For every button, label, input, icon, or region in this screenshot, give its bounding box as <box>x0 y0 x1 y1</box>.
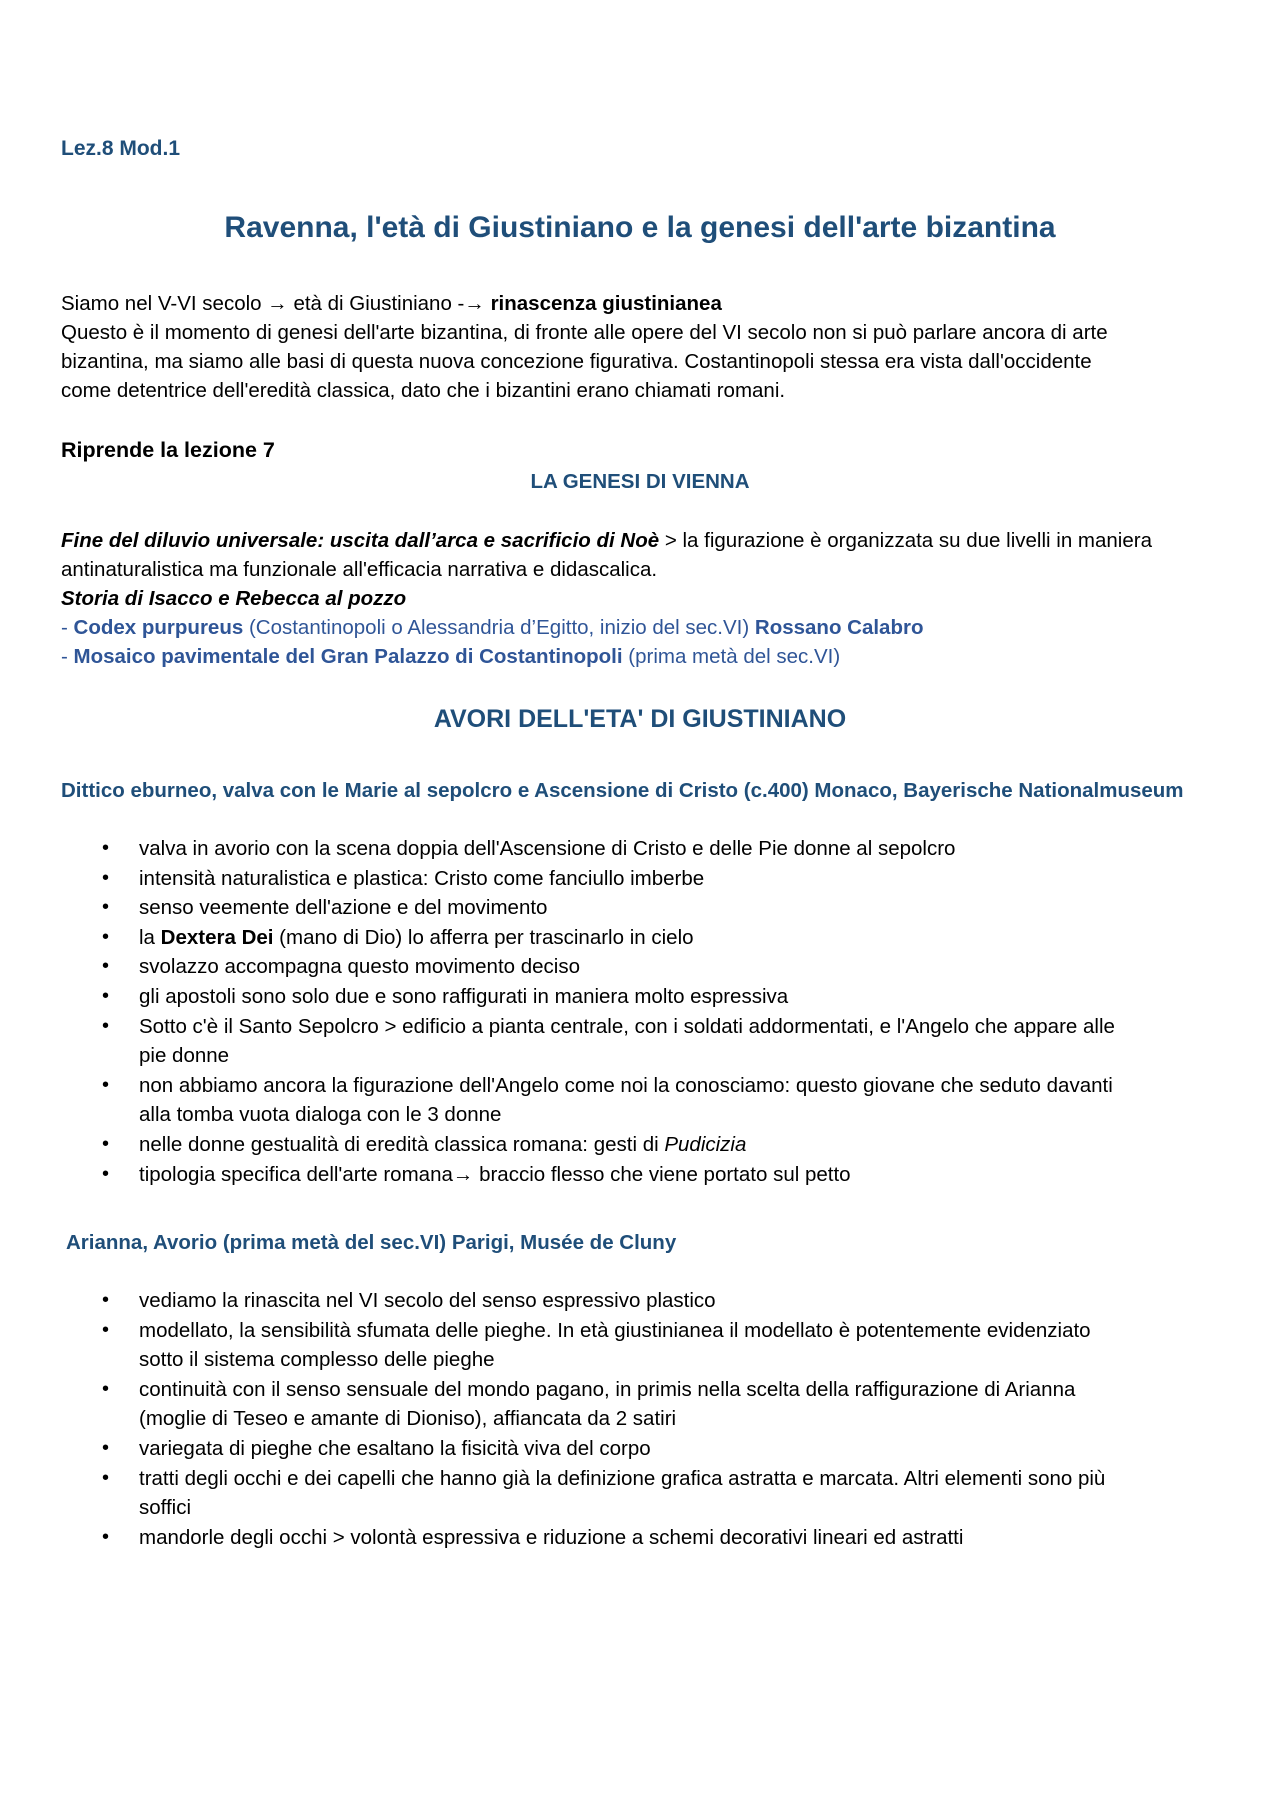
recap-heading: Riprende la lezione 7 <box>61 438 275 462</box>
codex-line <box>61 613 924 642</box>
list-item-text: nelle donne gestualità di eredità classica romana: gesti di <box>139 1132 665 1156</box>
genesis-text: > la figurazione è organizzata su due livelli in maniera <box>659 529 1152 552</box>
genesis-subheading: LA GENESI DI VIENNA <box>530 470 750 493</box>
codex-location: Rossano Calabro <box>754 616 924 639</box>
list-item <box>61 893 1221 923</box>
list-item <box>61 1523 1221 1553</box>
ariadne-title: Arianna, Avorio (prima metà del sec.VI) Parigi, Musée de Cluny <box>66 1231 677 1254</box>
list-item-text: mandorle degli occhi > volontà espressiva e riduzione a schemi decorativi lineari ed astratti <box>139 1525 964 1549</box>
intro-line-2: Questo è il momento di genesi dell'arte bizantina, di fronte alle opere del VI secolo non si può parlare ancora di arte <box>61 321 1108 344</box>
list-item-text: variegata di pieghe che esaltano la fisicità viva del corpo <box>139 1436 651 1460</box>
list-item-text: alla tomba vuota dialoga con le 3 donne <box>139 1103 502 1127</box>
bullet-icon: • <box>102 1466 110 1489</box>
list-item-text: valva in avorio con la scena doppia dell'Ascensione di Cristo e delle Pie donne al sepolcro <box>139 837 956 860</box>
codex-name: Codex purpureus <box>73 616 244 639</box>
list-item-text: senso veemente dell'azione e del movimento <box>139 896 548 920</box>
arrow-icon: → <box>452 1162 474 1186</box>
list-item-text: svolazzo accompagna questo movimento deciso <box>139 955 580 979</box>
list-item-text: tratti degli occhi e dei capelli che hanno già la definizione grafica astratta e marcata. Altri elementi sono più <box>139 1466 1106 1490</box>
bullet-icon: • <box>102 837 110 859</box>
list-item-text: gli apostoli sono solo due e sono raffigurati in maniera molto espressiva <box>139 984 789 1008</box>
list-item-text: vediamo la rinascita nel VI secolo del senso espressivo plastico <box>139 1289 716 1312</box>
diptych-title: Dittico eburneo, valva con le Marie al sepolcro e Ascensione di Cristo (c.400) Monaco, Bayerische Nationalmuseum <box>61 779 1184 802</box>
ivories-heading: AVORI DELL'ETA' DI GIUSTINIANO <box>433 705 847 733</box>
list-item <box>61 834 1221 864</box>
list-item-text: Sotto c'è il Santo Sepolcro > edificio a pianta centrale, con i soldati addormentati, e l'Angelo che appare alle <box>139 1014 1115 1038</box>
codex-details: (Costantinopoli o Alessandria d’Egitto, inizio del sec.VI) <box>243 616 755 639</box>
mosaic-line <box>61 642 840 671</box>
mosaic-details: (prima metà del sec.VI) <box>622 645 841 668</box>
bullet-icon: • <box>102 955 110 978</box>
list-item <box>61 1012 1221 1071</box>
list-item-text: la <box>139 925 161 949</box>
list-item-text: (mano di Dio) lo afferra per trascinarlo in cielo <box>273 925 694 949</box>
list-item <box>61 1464 1221 1523</box>
list-item-text: pie donne <box>139 1044 230 1068</box>
intro-line-4: come detentrice dell'eredità classica, dato che i bizantini erano chiamati romani. <box>61 379 786 402</box>
list-item-text: non abbiamo ancora la figurazione dell'Angelo come noi la conosciamo: questo giovane che seduto davanti <box>139 1073 1113 1097</box>
bullet-icon: • <box>102 896 110 919</box>
list-item-text: intensità naturalistica e plastica: Cristo come fanciullo imberbe <box>139 866 705 890</box>
list-item-text: tipologia specifica dell'arte romana <box>139 1162 453 1186</box>
intro-bold-term: rinascenza giustinianea <box>484 292 722 315</box>
bullet-icon: • <box>102 1162 110 1185</box>
intro-line-1 <box>61 289 722 318</box>
list-item <box>61 923 1221 953</box>
list-item <box>61 1130 1221 1160</box>
list-item-text: soffici <box>139 1496 192 1520</box>
arrow-icon: → <box>464 292 485 315</box>
bullet-icon: • <box>102 925 110 948</box>
pudicizia-term: Pudicizia <box>664 1132 747 1156</box>
genesis-line-2: antinaturalistica ma funzionale all'efficacia narrativa e didascalica. <box>61 558 658 581</box>
mosaic-name: Mosaico pavimentale del Gran Palazzo di Costantinopoli <box>73 645 623 668</box>
arrow-icon: → <box>267 292 288 315</box>
intro-text-b: età di Giustiniano - <box>287 292 465 315</box>
intro-line-3: bizantina, ma siamo alle basi di questa nuova concezione figurativa. Costantinopoli stessa era vista dall'occidente <box>61 350 1092 373</box>
genesis-scene-title: Fine del diluvio universale: uscita dall’arca e sacrificio di Noè <box>61 529 660 552</box>
bullet-icon: • <box>102 1014 110 1037</box>
dash: - <box>61 645 74 668</box>
bullet-icon: • <box>102 1525 110 1548</box>
list-item-text: (moglie di Teseo e amante di Dioniso), affiancata da 2 satiri <box>139 1407 677 1431</box>
genesis-scene-2-title: Storia di Isacco e Rebecca al pozzo <box>61 587 407 610</box>
dash: - <box>61 616 74 639</box>
bullet-icon: • <box>102 1318 110 1341</box>
list-item <box>61 1160 1221 1190</box>
page-title: Ravenna, l'età di Giustiniano e la genesi dell'arte bizantina <box>224 211 1056 244</box>
list-item <box>61 982 1221 1012</box>
list-item <box>61 1286 1221 1316</box>
ariadne-list <box>61 1286 1221 1552</box>
list-item-text: continuità con il senso sensuale del mondo pagano, in primis nella scelta della raffigurazione di Arianna <box>139 1377 1076 1401</box>
bullet-icon: • <box>102 1436 110 1459</box>
list-item <box>61 1434 1221 1464</box>
genesis-line-1 <box>61 526 1152 555</box>
list-item-text: sotto il sistema complesso delle pieghe <box>139 1348 495 1372</box>
list-item <box>61 864 1221 894</box>
bullet-icon: • <box>102 1377 110 1400</box>
bullet-icon: • <box>102 1132 110 1155</box>
bullet-icon: • <box>102 866 110 889</box>
diptych-list <box>61 834 1221 1189</box>
list-item <box>61 1375 1221 1434</box>
list-item <box>61 1316 1221 1375</box>
list-item-text: braccio flesso che viene portato sul petto <box>473 1162 851 1186</box>
intro-text-a: Siamo nel V-VI secolo <box>61 292 268 315</box>
list-item-text: modellato, la sensibilità sfumata delle pieghe. In età giustinianea il modellato è potentemente evidenziato <box>139 1318 1091 1342</box>
list-item <box>61 952 1221 982</box>
list-item <box>61 1071 1221 1130</box>
bullet-icon: • <box>102 1289 110 1311</box>
bullet-icon: • <box>102 984 110 1007</box>
lesson-label: Lez.8 Mod.1 <box>61 137 181 160</box>
bullet-icon: • <box>102 1073 110 1096</box>
dextera-dei-term: Dextera Dei <box>160 925 274 949</box>
